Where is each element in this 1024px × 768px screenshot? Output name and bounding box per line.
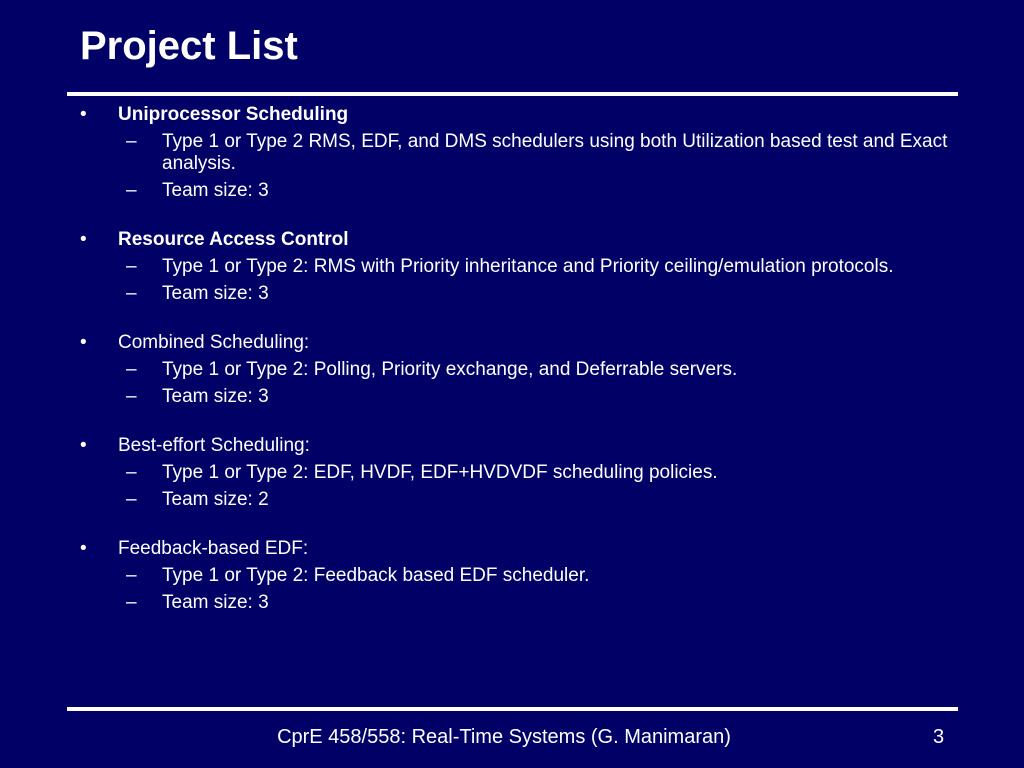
sub-item (126, 131, 960, 175)
item-heading: Feedback-based EDF: (118, 538, 309, 559)
list-item (80, 332, 960, 408)
sub-item-text: Team size: 3 (162, 180, 269, 201)
dash-icon: – (126, 489, 137, 510)
item-heading: Resource Access Control (118, 229, 349, 250)
sub-item-text: Type 1 or Type 2: Feedback based EDF scheduler. (162, 565, 590, 586)
sub-item-text: Team size: 3 (162, 592, 269, 613)
footer-divider (67, 707, 958, 711)
list-item (80, 104, 960, 202)
slide-title: Project List (80, 24, 298, 68)
dash-icon: – (126, 462, 137, 483)
bullet-icon: • (80, 229, 87, 250)
dash-icon: – (126, 565, 137, 586)
bullet-icon: • (80, 332, 87, 353)
dash-icon: – (126, 386, 137, 407)
sub-item-text: Type 1 or Type 2 RMS, EDF, and DMS schedulers using both Utilization based test and Exact analysis. (162, 131, 948, 174)
sub-item (126, 283, 960, 305)
sub-item-text: Type 1 or Type 2: RMS with Priority inheritance and Priority ceiling/emulation protocols. (162, 256, 894, 277)
sub-item-text: Type 1 or Type 2: Polling, Priority exchange, and Deferrable servers. (162, 359, 738, 380)
dash-icon: – (126, 283, 137, 304)
sub-item (126, 359, 960, 381)
sub-item-text: Team size: 2 (162, 489, 269, 510)
sub-item-text: Team size: 3 (162, 386, 269, 407)
bullet-icon: • (80, 435, 87, 456)
page-number: 3 (933, 726, 945, 748)
sub-item-text: Team size: 3 (162, 283, 269, 304)
list-item (80, 435, 960, 511)
dash-icon: – (126, 592, 137, 613)
sub-item (126, 462, 960, 484)
item-heading: Combined Scheduling: (118, 332, 310, 353)
dash-icon: – (126, 131, 137, 152)
dash-icon: – (126, 180, 137, 201)
list-item (80, 229, 960, 305)
sub-item (126, 592, 960, 614)
sub-item (126, 180, 960, 202)
project-list (80, 104, 960, 641)
list-item (80, 538, 960, 614)
item-heading: Best-effort Scheduling: (118, 435, 310, 456)
bullet-icon: • (80, 104, 87, 125)
sub-item (126, 386, 960, 408)
sub-item-text: Type 1 or Type 2: EDF, HVDF, EDF+HVDVDF scheduling policies. (162, 462, 718, 483)
item-heading: Uniprocessor Scheduling (118, 104, 349, 125)
sub-item (126, 565, 960, 587)
dash-icon: – (126, 256, 137, 277)
title-divider (67, 92, 958, 96)
bullet-icon: • (80, 538, 87, 559)
dash-icon: – (126, 359, 137, 380)
sub-item (126, 256, 960, 278)
sub-item (126, 489, 960, 511)
footer-course-title: CprE 458/558: Real-Time Systems (G. Manimaran) (277, 726, 731, 748)
